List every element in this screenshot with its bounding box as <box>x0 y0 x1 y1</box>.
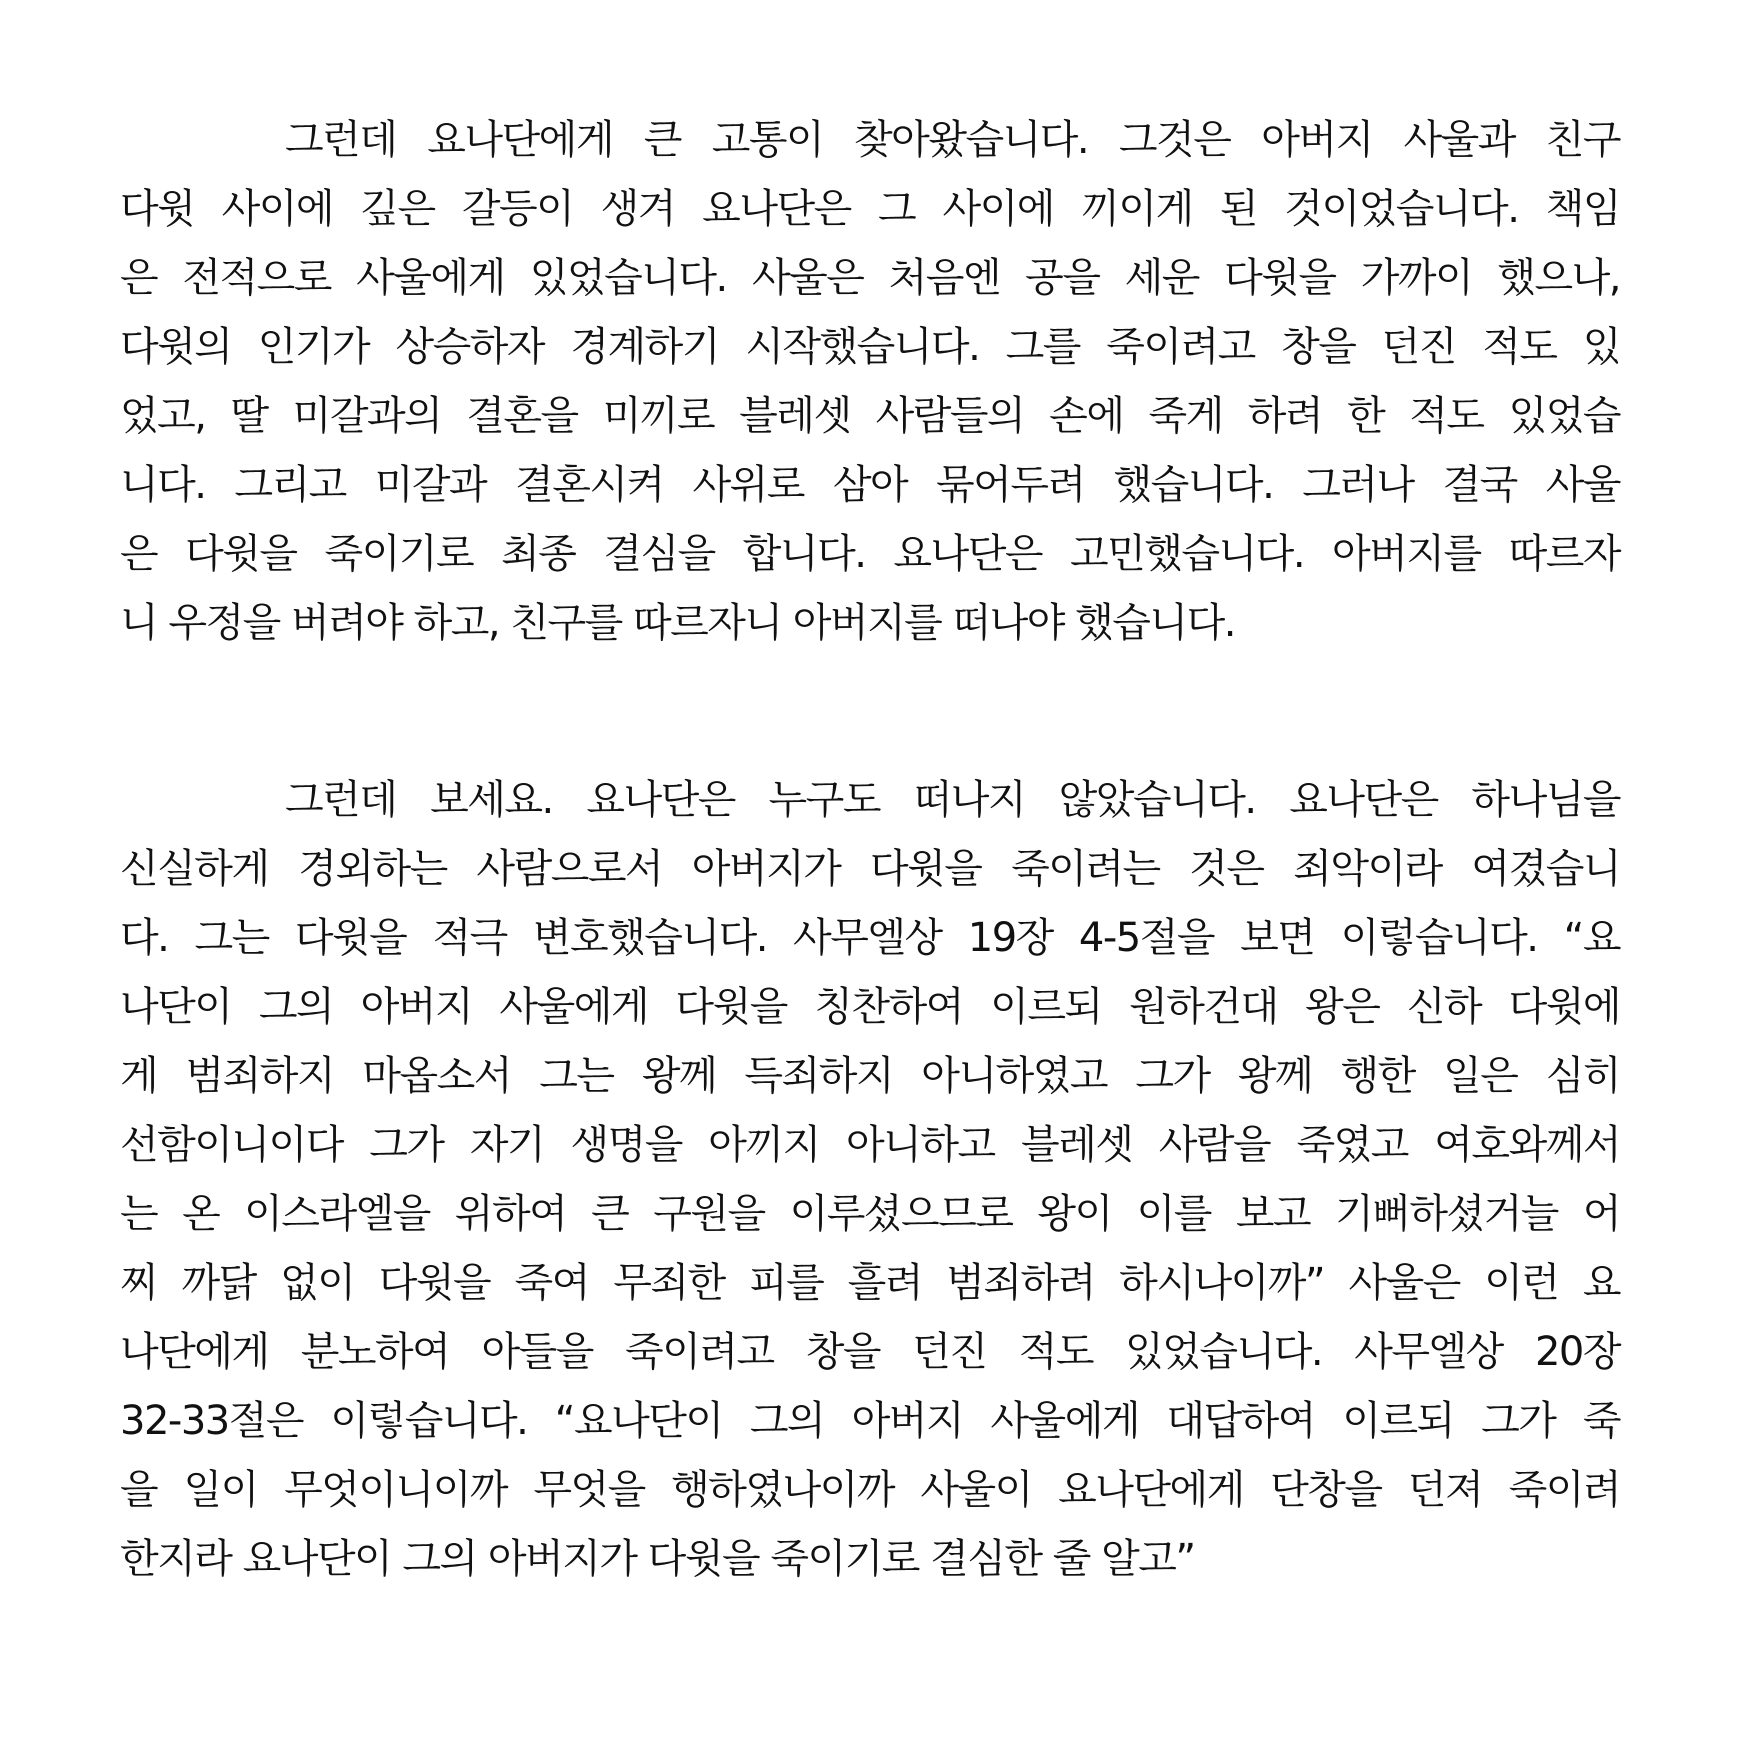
text-line: 니 우정을 버려야 하고, 친구를 따르자니 아버지를 떠나야 했습니다. <box>120 600 1235 646</box>
text-line: 다윗 사이에 깊은 갈등이 생겨 요나단은 그 사이에 끼이게 된 것이었습니다. 책임 <box>120 186 1620 232</box>
text-line: 니다. 그리고 미갈과 결혼시켜 사위로 삼아 묶어두려 했습니다. 그러나 결국 사울 <box>120 462 1620 508</box>
text-line: 었고, 딸 미갈과의 결혼을 미끼로 블레셋 사람들의 손에 죽게 하려 한 적도 있었습 <box>120 393 1620 439</box>
text-line: 을 일이 무엇이니이까 무엇을 행하였나이까 사울이 요나단에게 단창을 던져 죽이려 <box>120 1467 1620 1513</box>
text-line: 게 범죄하지 마옵소서 그는 왕께 득죄하지 아니하였고 그가 왕께 행한 일은 심히 <box>120 1053 1620 1099</box>
text-line: 그런데 요나단에게 큰 고통이 찾아왔습니다. 그것은 아버지 사울과 친구 <box>285 117 1620 163</box>
text-line: 나단이 그의 아버지 사울에게 다윗을 칭찬하여 이르되 원하건대 왕은 신하 다윗에 <box>120 984 1620 1030</box>
text-line: 선함이니이다 그가 자기 생명을 아끼지 아니하고 블레셋 사람을 죽였고 여호와께서 <box>120 1122 1620 1168</box>
text-line: 나단에게 분노하여 아들을 죽이려고 창을 던진 적도 있었습니다. 사무엘상 20장 <box>120 1329 1620 1375</box>
text-line: 32-33절은 이렇습니다. “요나단이 그의 아버지 사울에게 대답하여 이르되 그가 죽 <box>120 1398 1620 1444</box>
text-line: 은 다윗을 죽이기로 최종 결심을 합니다. 요나단은 고민했습니다. 아버지를 따르자 <box>120 531 1620 577</box>
text-line: 는 온 이스라엘을 위하여 큰 구원을 이루셨으므로 왕이 이를 보고 기뻐하셨거늘 어 <box>120 1191 1620 1237</box>
text-line: 다윗의 인기가 상승하자 경계하기 시작했습니다. 그를 죽이려고 창을 던진 적도 있 <box>120 324 1620 370</box>
text-line: 은 전적으로 사울에게 있었습니다. 사울은 처음엔 공을 세운 다윗을 가까이 했으나, <box>120 255 1620 301</box>
paragraph-jonathan-conflict <box>120 106 1620 658</box>
paragraph-jonathan-defense <box>120 766 1620 1594</box>
text-line: 그런데 보세요. 요나단은 누구도 떠나지 않았습니다. 요나단은 하나님을 <box>285 777 1620 823</box>
text-line: 다. 그는 다윗을 적극 변호했습니다. 사무엘상 19장 4-5절을 보면 이렇습니다. “요 <box>120 915 1620 961</box>
text-line: 찌 까닭 없이 다윗을 죽여 무죄한 피를 흘려 범죄하려 하시나이까” 사울은 이런 요 <box>120 1260 1620 1306</box>
text-line: 한지라 요나단이 그의 아버지가 다윗을 죽이기로 결심한 줄 알고” <box>120 1536 1195 1582</box>
text-line: 신실하게 경외하는 사람으로서 아버지가 다윗을 죽이려는 것은 죄악이라 여겼습니 <box>120 846 1620 892</box>
